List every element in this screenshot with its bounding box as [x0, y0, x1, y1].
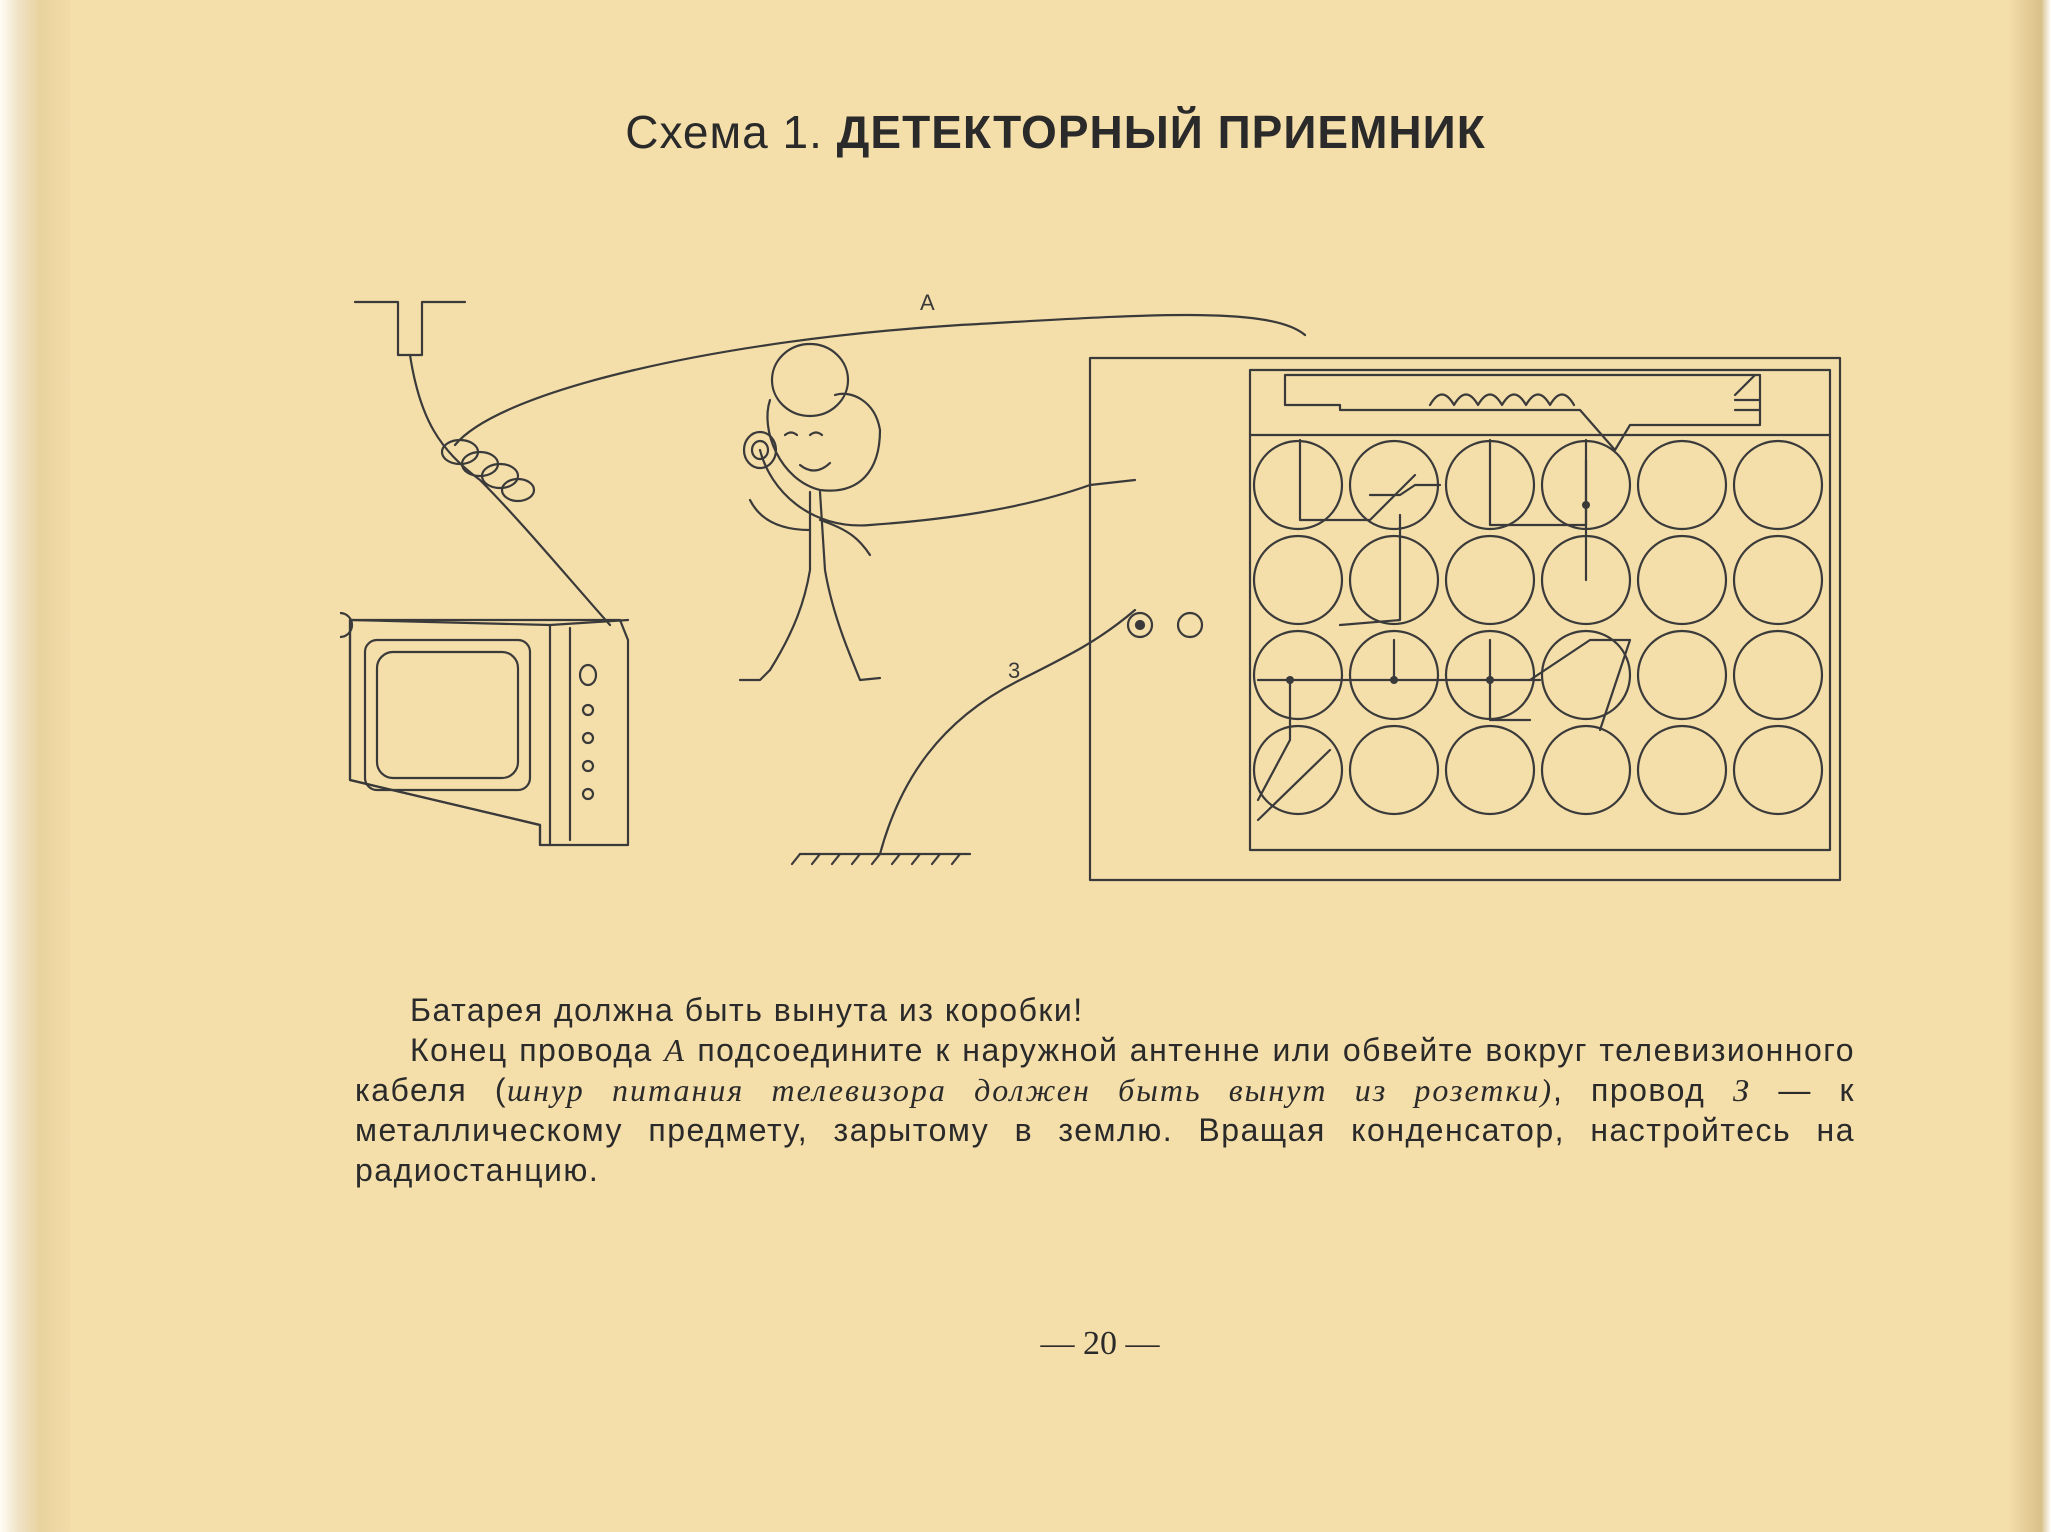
wiring-instructions: Конец провода А подсоедините к наружной антенне или обвейте вокруг телевизионного кабеля (шнур питания телевизора должен быть вынут из розетки), провод З — к металлическому предмету, зарытому в землю. Вращая конденсатор, настройтесь на радиостанцию.: [355, 1032, 1856, 1188]
panel-box: [1090, 358, 1840, 880]
page-number: — 20 —: [1040, 1325, 1160, 1362]
wire-3: [880, 610, 1135, 854]
wire-3-label: 3: [1008, 658, 1021, 683]
diagram-drawing: [340, 280, 1860, 900]
wire-a-label: А: [920, 290, 935, 315]
grid-wiring: [1258, 440, 1630, 820]
book-spine-edge: [2011, 0, 2051, 1532]
page-stack-edge: [0, 0, 70, 1532]
jack-right: [1178, 613, 1202, 637]
instructions-text: [355, 990, 1855, 1190]
antenna-symbol: [355, 302, 465, 355]
coil-capacitor-bar: [1285, 375, 1760, 450]
page-title: [0, 105, 2051, 159]
wire-coil: [442, 440, 534, 501]
character-drawing: [740, 344, 1090, 680]
tv-set-drawing: [350, 620, 628, 845]
tv-cable: [410, 355, 610, 625]
circle-grid: [1254, 441, 1822, 814]
ground-symbol: [792, 854, 970, 864]
title-main: ДЕТЕКТОРНЫЙ ПРИЕМНИК: [836, 106, 1486, 158]
detector-receiver-diagram: [340, 280, 1860, 900]
battery-warning: Батарея должна быть вынута из коробки!: [410, 992, 1084, 1028]
component-grid-frame: [1250, 370, 1830, 850]
title-prefix: Схема 1.: [625, 106, 837, 158]
